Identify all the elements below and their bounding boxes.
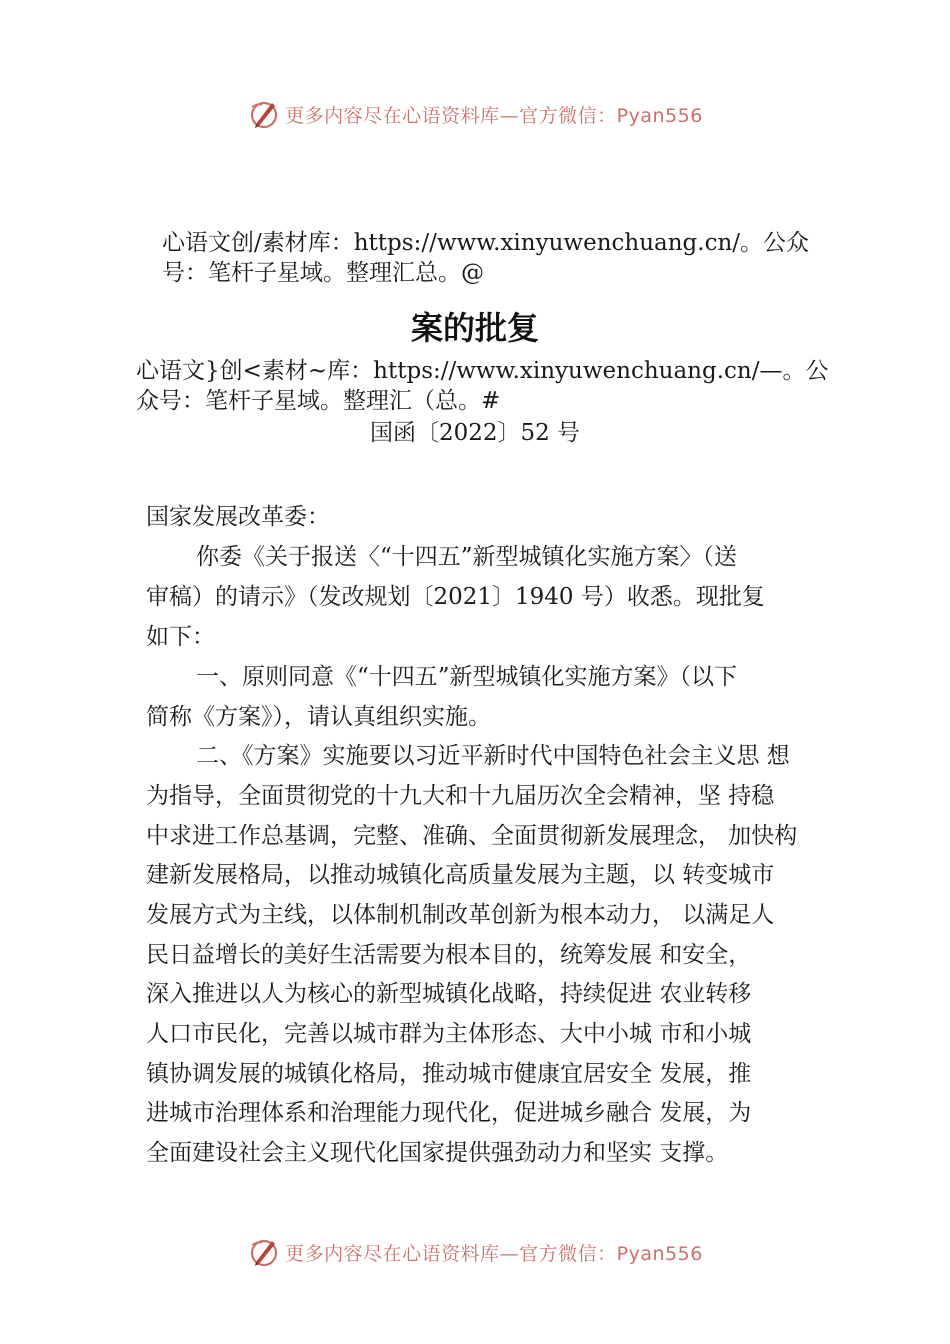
body-line: 人口市民化，完善以城市群为主体形态、大中小城 市和小城 xyxy=(146,1021,752,1047)
banner-slogan: 更多内容尽在心语资料库—官方微信： xyxy=(285,104,617,127)
body-line: 镇协调发展的城镇化格局，推动城市健康宜居安全 发展，推 xyxy=(146,1061,752,1087)
body-line: 简称《方案》），请认真组织实施。 xyxy=(146,704,491,730)
source-note-line-1: 心语文创/素材库：https://www.xinyuwenchuang.cn/。公众 xyxy=(162,230,810,256)
document-number: 国函〔2022〕52 号 xyxy=(369,420,581,446)
body-line: 深入推进以人为核心的新型城镇化战略，持续促进 农业转移 xyxy=(146,981,752,1007)
body-line: 建新发展格局，以推动城镇化高质量发展为主题，以 转变城市 xyxy=(146,862,775,888)
source-note-2-line-1: 心语文}创<素材~库：https://www.xinyuwenchuang.cn/—。公 xyxy=(136,358,829,384)
body-line: 如下： xyxy=(146,624,215,650)
banner-slogan: 更多内容尽在心语资料库—官方微信： xyxy=(285,1242,617,1265)
banner-text xyxy=(285,1239,703,1266)
banner-wechat-id: Pyan556 xyxy=(616,104,703,127)
addressee: 国家发展改革委： xyxy=(146,504,330,530)
body-line: 中求进工作总基调，完整、准确、全面贯彻新发展理念， 加快构 xyxy=(146,823,798,849)
body-line: 你委《关于报送〈“十四五”新型城镇化实施方案〉（送 xyxy=(196,544,738,570)
body-line: 进城市治理体系和治理能力现代化，促进城乡融合 发展，为 xyxy=(146,1100,752,1126)
banner-text xyxy=(285,101,703,128)
body-line: 全面建设社会主义现代化国家提供强劲动力和坚实 支撑。 xyxy=(146,1140,729,1166)
header-banner xyxy=(0,94,950,134)
pen-logo-icon xyxy=(247,97,281,131)
footer-banner xyxy=(0,1232,950,1272)
body-line: 为指导，全面贯彻党的十九大和十九届历次全会精神，坚 持稳 xyxy=(146,783,775,809)
body-line: 发展方式为主线，以体制机制改革创新为根本动力， 以满足人 xyxy=(146,902,775,928)
body-line: 一、原则同意《“十四五”新型城镇化实施方案》（以下 xyxy=(196,664,738,690)
body-line: 审稿）的请示》（发改规划〔2021〕1940 号）收悉。现批复 xyxy=(146,584,765,610)
document-title: 案的批复 xyxy=(410,309,539,347)
pen-logo-icon xyxy=(247,1235,281,1269)
source-note-2-line-2: 众号：笔杆子星域。整理汇（总。# xyxy=(136,388,501,414)
source-note-line-2: 号：笔杆子星域。整理汇总。@ xyxy=(162,260,484,286)
body-line: 二、《方案》实施要以习近平新时代中国特色社会主义思 想 xyxy=(196,743,790,769)
banner-wechat-id: Pyan556 xyxy=(616,1242,703,1265)
body-line: 民日益增长的美好生活需要为根本目的，统筹发展 和安全， xyxy=(146,942,752,968)
